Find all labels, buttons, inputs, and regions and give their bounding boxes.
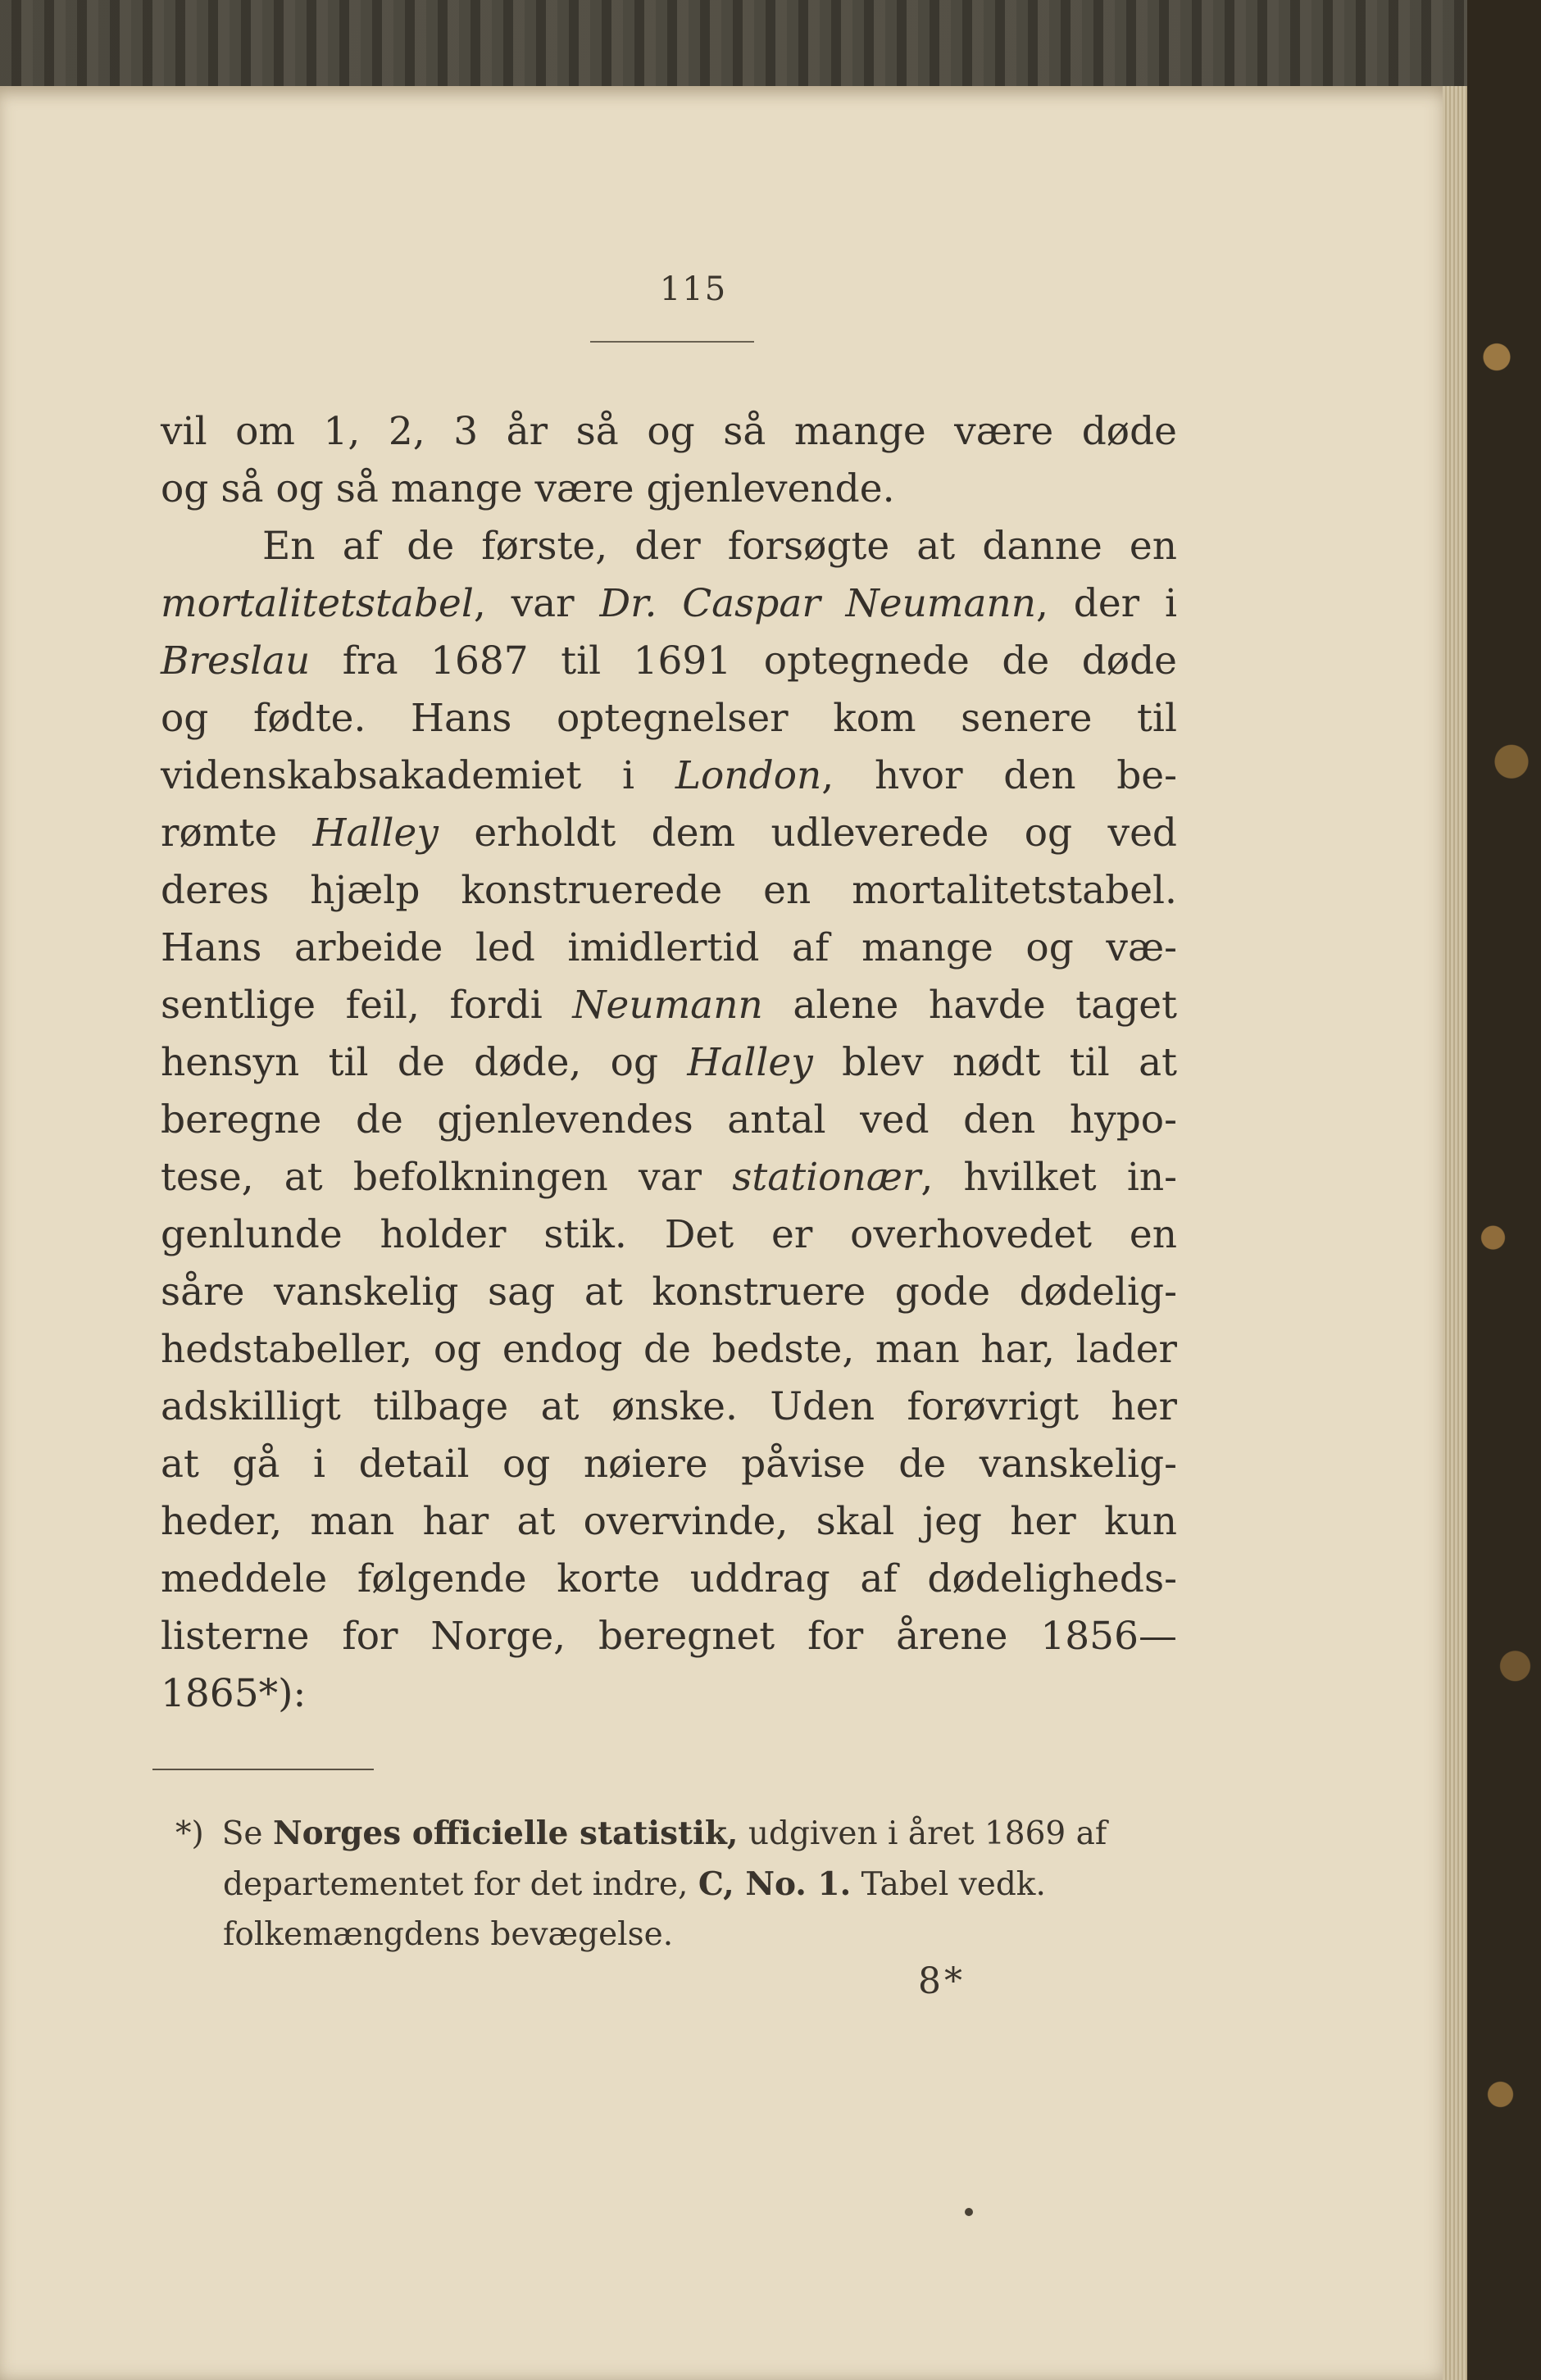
italic-place: London [675,753,822,798]
signature-mark: 8* [918,1960,966,2002]
text-line: og så og så mange være gjenlevende. [161,466,895,511]
italic-term: mortalitetstabel [161,581,474,626]
text-line: vil om 1, 2, 3 år så og så mange være døde [161,409,1177,454]
text-line: listerne for Norge, beregnet for årene 1856— [161,1614,1177,1659]
footnote-line: folkemængdens bevægelse. [223,1916,674,1953]
ink-speck [965,2208,973,2216]
footnote-line: departementet for det indre, C, No. 1. Tabel vedk. [223,1865,1046,1903]
text-line: rømte Halley erholdt dem udleverede og ved [161,811,1177,856]
text-line: deres hjælp konstruerede en mortalitetstabel. [161,868,1177,913]
italic-name: Halley [312,811,439,856]
text-line: Breslau fra 1687 til 1691 optegnede de døde [161,638,1177,684]
text-line: beregne de gjenlevendes antal ved den hypo- [161,1097,1177,1142]
bold-citation: Norges officielle statistik, [272,1815,739,1852]
page-edges [1443,86,1467,2380]
text-line: En af de første, der forsøgte at danne en [262,524,1177,569]
italic-term: stationær [732,1155,921,1200]
text-line: 1865*): [161,1671,307,1716]
header-rule [590,341,754,343]
text-line: mortalitetstabel, var Dr. Caspar Neumann, der i [161,581,1177,626]
text-line: hensyn til de døde, og Halley blev nødt til at [161,1040,1177,1085]
body-text [161,403,1177,1723]
bold-citation: C, No. 1. [698,1865,852,1903]
footnote-marker: *) [175,1815,204,1852]
italic-name: Dr. Caspar Neumann [599,581,1037,626]
text-line: hedstabeller, og endog de bedste, man har, lader [161,1327,1177,1372]
footnote-rule [152,1769,374,1770]
text-line: videnskabsakademiet i London, hvor den be- [161,753,1177,798]
text-line: Hans arbeide led imidlertid af mange og væ- [161,925,1177,970]
footnote-line: *) Se Norges officielle statistik, udgiven i året 1869 af [175,1815,1107,1852]
text-line: at gå i detail og nøiere påvise de vanskelig- [161,1442,1177,1487]
text-line: såre vanskelig sag at konstruere gode dødelig- [161,1269,1177,1315]
text-line: sentlige feil, fordi Neumann alene havde taget [161,983,1177,1028]
footnote [175,1808,1159,1960]
page-number: 115 [659,270,728,308]
italic-name: Halley [687,1040,813,1085]
marbled-cover-edge [1467,0,1541,2380]
text-line: heder, man har at overvinde, skal jeg her kun [161,1499,1177,1544]
italic-place: Breslau [161,638,311,684]
text-line: adskilligt tilbage at ønske. Uden forøvrigt her [161,1384,1177,1429]
text-line: og fødte. Hans optegnelser kom senere til [161,696,1177,741]
italic-name: Neumann [572,983,763,1028]
text-line: genlunde holder stik. Det er overhovedet en [161,1212,1177,1257]
text-line: meddele følgende korte uddrag af dødeligheds- [161,1556,1177,1601]
book-binding-top [0,0,1541,90]
text-line: tese, at befolkningen var stationær, hvilket in- [161,1155,1177,1200]
